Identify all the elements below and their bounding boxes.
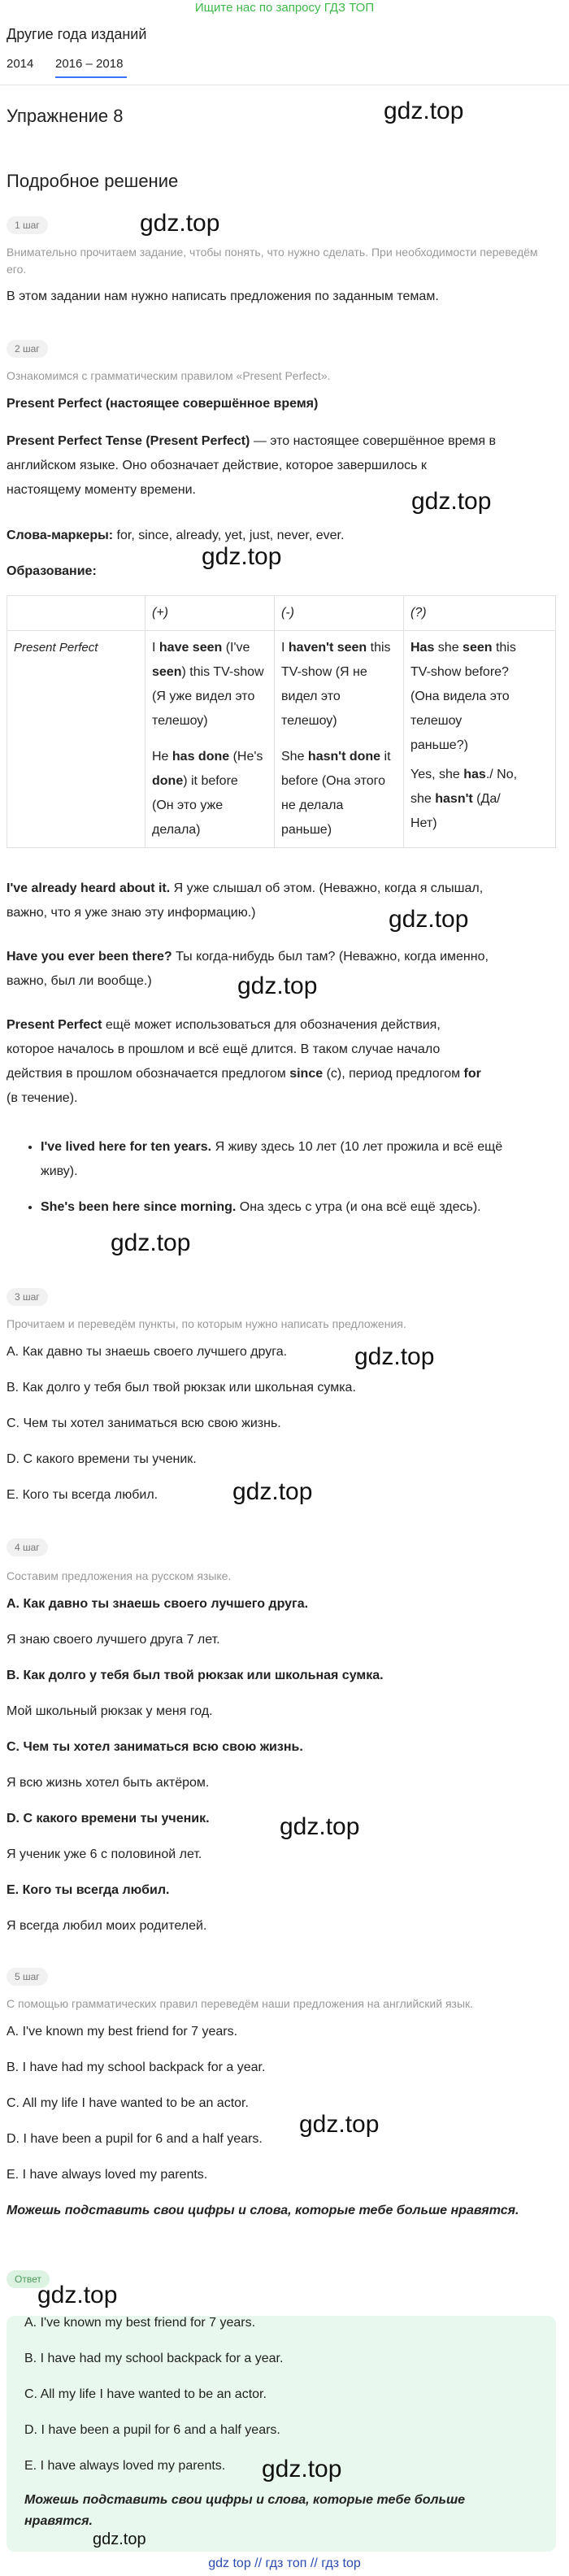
step-badge-2: 2 шаг (7, 340, 48, 358)
active-tab-indicator (55, 76, 127, 78)
answer-b: Мой школьный рюкзак у меня год. (7, 1704, 213, 1718)
watermark: gdz.top (202, 543, 282, 570)
col-affirmative: (+) (146, 596, 275, 631)
list-item: D. С какого времени ты ученик. (7, 1452, 197, 1466)
answer-item: A. I've known my best friend for 7 years. (24, 2316, 256, 2330)
col-question: (?) (404, 596, 556, 631)
rule-term: Present Perfect Tense (Present Perfect) (7, 434, 250, 448)
step-badge-3: 3 шаг (7, 1288, 48, 1306)
watermark: gdz.top (384, 98, 464, 124)
watermark: gdz.top (299, 2111, 380, 2138)
markers-line (7, 524, 344, 548)
rule-text: — это настоящее совершённое время в (250, 434, 497, 448)
step-2-note: Ознакомимся с грамматическим правилом «Present Perfect». (7, 369, 331, 382)
list-item: A. Как давно ты знаешь своего лучшего друга. (7, 1345, 288, 1359)
tab-year-2014[interactable]: 2014 (7, 57, 34, 71)
tab-year-2016-2018[interactable]: 2016 – 2018 (55, 57, 124, 71)
answer-item: B. I have had my school backpack for a year. (24, 2352, 284, 2365)
list-item: C. All my life I have wanted to be an actor. (7, 2096, 249, 2110)
question-c: C. Чем ты хотел заниматься всю свою жизнь. (7, 1740, 303, 1754)
question-e: E. Кого ты всегда любил. (7, 1883, 170, 1897)
formation-table (7, 595, 556, 848)
step-badge-4: 4 шаг (7, 1538, 48, 1556)
footer-link[interactable]: гдз top (321, 2556, 361, 2570)
answer-item: D. I have been a pupil for 6 and a half years. (24, 2423, 280, 2437)
question-d: D. С какого времени ты ученик. (7, 1812, 210, 1825)
answer-badge: Ответ (7, 2270, 50, 2288)
watermark: gdz.top (262, 2456, 342, 2482)
example-1: I've already heard about it. Я уже слышал об этом. (Неважно, когда я слышал, важно, что я уже знаю эту информацию.) (7, 881, 484, 920)
other-years-title: Другие года изданий (7, 26, 147, 42)
question-b: B. Как долго у тебя был твой рюкзак или школьная сумка. (7, 1669, 384, 1682)
list-item: E. Кого ты всегда любил. (7, 1488, 159, 1502)
answer-note: Можешь подставить свои цифры и слова, которые тебе больше нравятся. (24, 2493, 466, 2528)
answer-item: C. All my life I have wanted to be an actor. (24, 2387, 267, 2401)
watermark: gdz.top (232, 1478, 313, 1505)
answer-e: Я всегда любил моих родителей. (7, 1919, 207, 1933)
example-2: Have you ever been there? Ты когда-нибудь был там? (Неважно, когда именно, важно, был ли вообще.) (7, 950, 489, 988)
footer-separator: // (310, 2556, 318, 2570)
markers-label: Слова-маркеры: (7, 529, 114, 542)
watermark: gdz.top (411, 488, 492, 515)
step-badge-1: 1 шаг (7, 216, 48, 234)
formation-label: Образование: (7, 564, 97, 578)
list-item: E. I have always loved my parents. (7, 2168, 208, 2182)
footer-separator: // (254, 2556, 263, 2570)
cell-negative: I haven't seen this TV-show (Я не видел это телешоу) She hasn't done it before (Она этого не делала раньше) (275, 631, 404, 848)
solution-title: Подробное решение (7, 171, 179, 191)
rule-text: настоящему моменту времени. (7, 483, 196, 497)
step-1-note: Внимательно прочитаем задание, чтобы понять, что нужно сделать. При необходимости переведём его. (7, 246, 538, 276)
cell-affirmative: I have seen (I've seen) this TV-show (Я уже видел это телешоу) He has done (He's done) it before (Он это уже делала) (146, 631, 275, 848)
answer-a: Я знаю своего лучшего друга 7 лет. (7, 1633, 220, 1647)
watermark: gdz.top (389, 906, 469, 933)
cell-question: Has she seen this TV-show before? (Она видела это телешоу раньше?) Yes, she has./ No, she hasn't (Да/ Нет) (404, 631, 556, 848)
answer-d: Я ученик уже 6 с половиной лет. (7, 1847, 202, 1861)
footer-links (0, 2556, 569, 2571)
step-3-note: Прочитаем и переведём пункты, по которым нужно написать предложения. (7, 1317, 406, 1330)
footer-link[interactable]: gdz top (208, 2556, 251, 2570)
answer-c: Я всю жизнь хотел быть актёром. (7, 1776, 210, 1790)
list-item: C. Чем ты хотел заниматься всю свою жизнь. (7, 1416, 281, 1430)
watermark: gdz.top (111, 1229, 191, 1256)
rule-text: английском языке. Оно обозначает действие, которое завершилось к (7, 459, 427, 472)
watermark: gdz.top (37, 2282, 118, 2308)
step-5-note-2: Можешь подставить свои цифры и слова, которые тебе больше нравятся. (7, 2204, 519, 2217)
list-item: A. I've known my best friend for 7 years. (7, 2025, 238, 2039)
watermark: gdz.top (280, 1813, 360, 1840)
step-5-note: С помощью грамматических правил переведём наши предложения на английский язык. (7, 1997, 474, 2010)
rule-heading: Present Perfect (настоящее совершённое время) (7, 397, 319, 411)
row-head: Present Perfect (7, 631, 146, 848)
answer-item: E. I have always loved my parents. (24, 2459, 226, 2473)
markers-list: for, since, already, yet, just, never, ever. (113, 529, 345, 542)
list-item: B. I have had my school backpack for a year. (7, 2060, 266, 2074)
watermark: gdz.top (93, 2530, 146, 2548)
table-corner (7, 596, 146, 631)
exercise-title: Упражнение 8 (7, 106, 124, 126)
bullet-list (7, 1135, 564, 1231)
step-4-note: Составим предложения на русском языке. (7, 1569, 232, 1582)
list-item: D. I have been a pupil for 6 and a half years. (7, 2132, 263, 2146)
watermark: gdz.top (140, 210, 220, 237)
col-negative: (-) (275, 596, 404, 631)
watermark: gdz.top (237, 973, 318, 999)
list-item: • She's been here since morning. Она здесь с утра (и она всё ещё здесь). (41, 1195, 564, 1220)
question-a: A. Как давно ты знаешь своего лучшего друга. (7, 1597, 309, 1611)
rule-paragraph-2: Present Perfect ещё может использоваться для обозначения действия, которое началось в прошлом и всё ещё длится. В таком случае начало действия в прошлом обозначается предлогом since (с), период предлогом for (в течение). (7, 1018, 481, 1105)
footer-link[interactable]: гдз топ (265, 2556, 307, 2570)
step-1-text: В этом задании нам нужно написать предложения по заданным темам. (7, 289, 439, 303)
step-badge-5: 5 шаг (7, 1968, 48, 1986)
promo-banner: Ищите нас по запросу ГДЗ ТОП (194, 1, 375, 15)
watermark: gdz.top (354, 1343, 435, 1370)
list-item: B. Как долго у тебя был твой рюкзак или школьная сумка. (7, 1381, 356, 1395)
list-item: • I've lived here for ten years. Я живу здесь 10 лет (10 лет прожила и всё ещё живу). (41, 1135, 564, 1184)
